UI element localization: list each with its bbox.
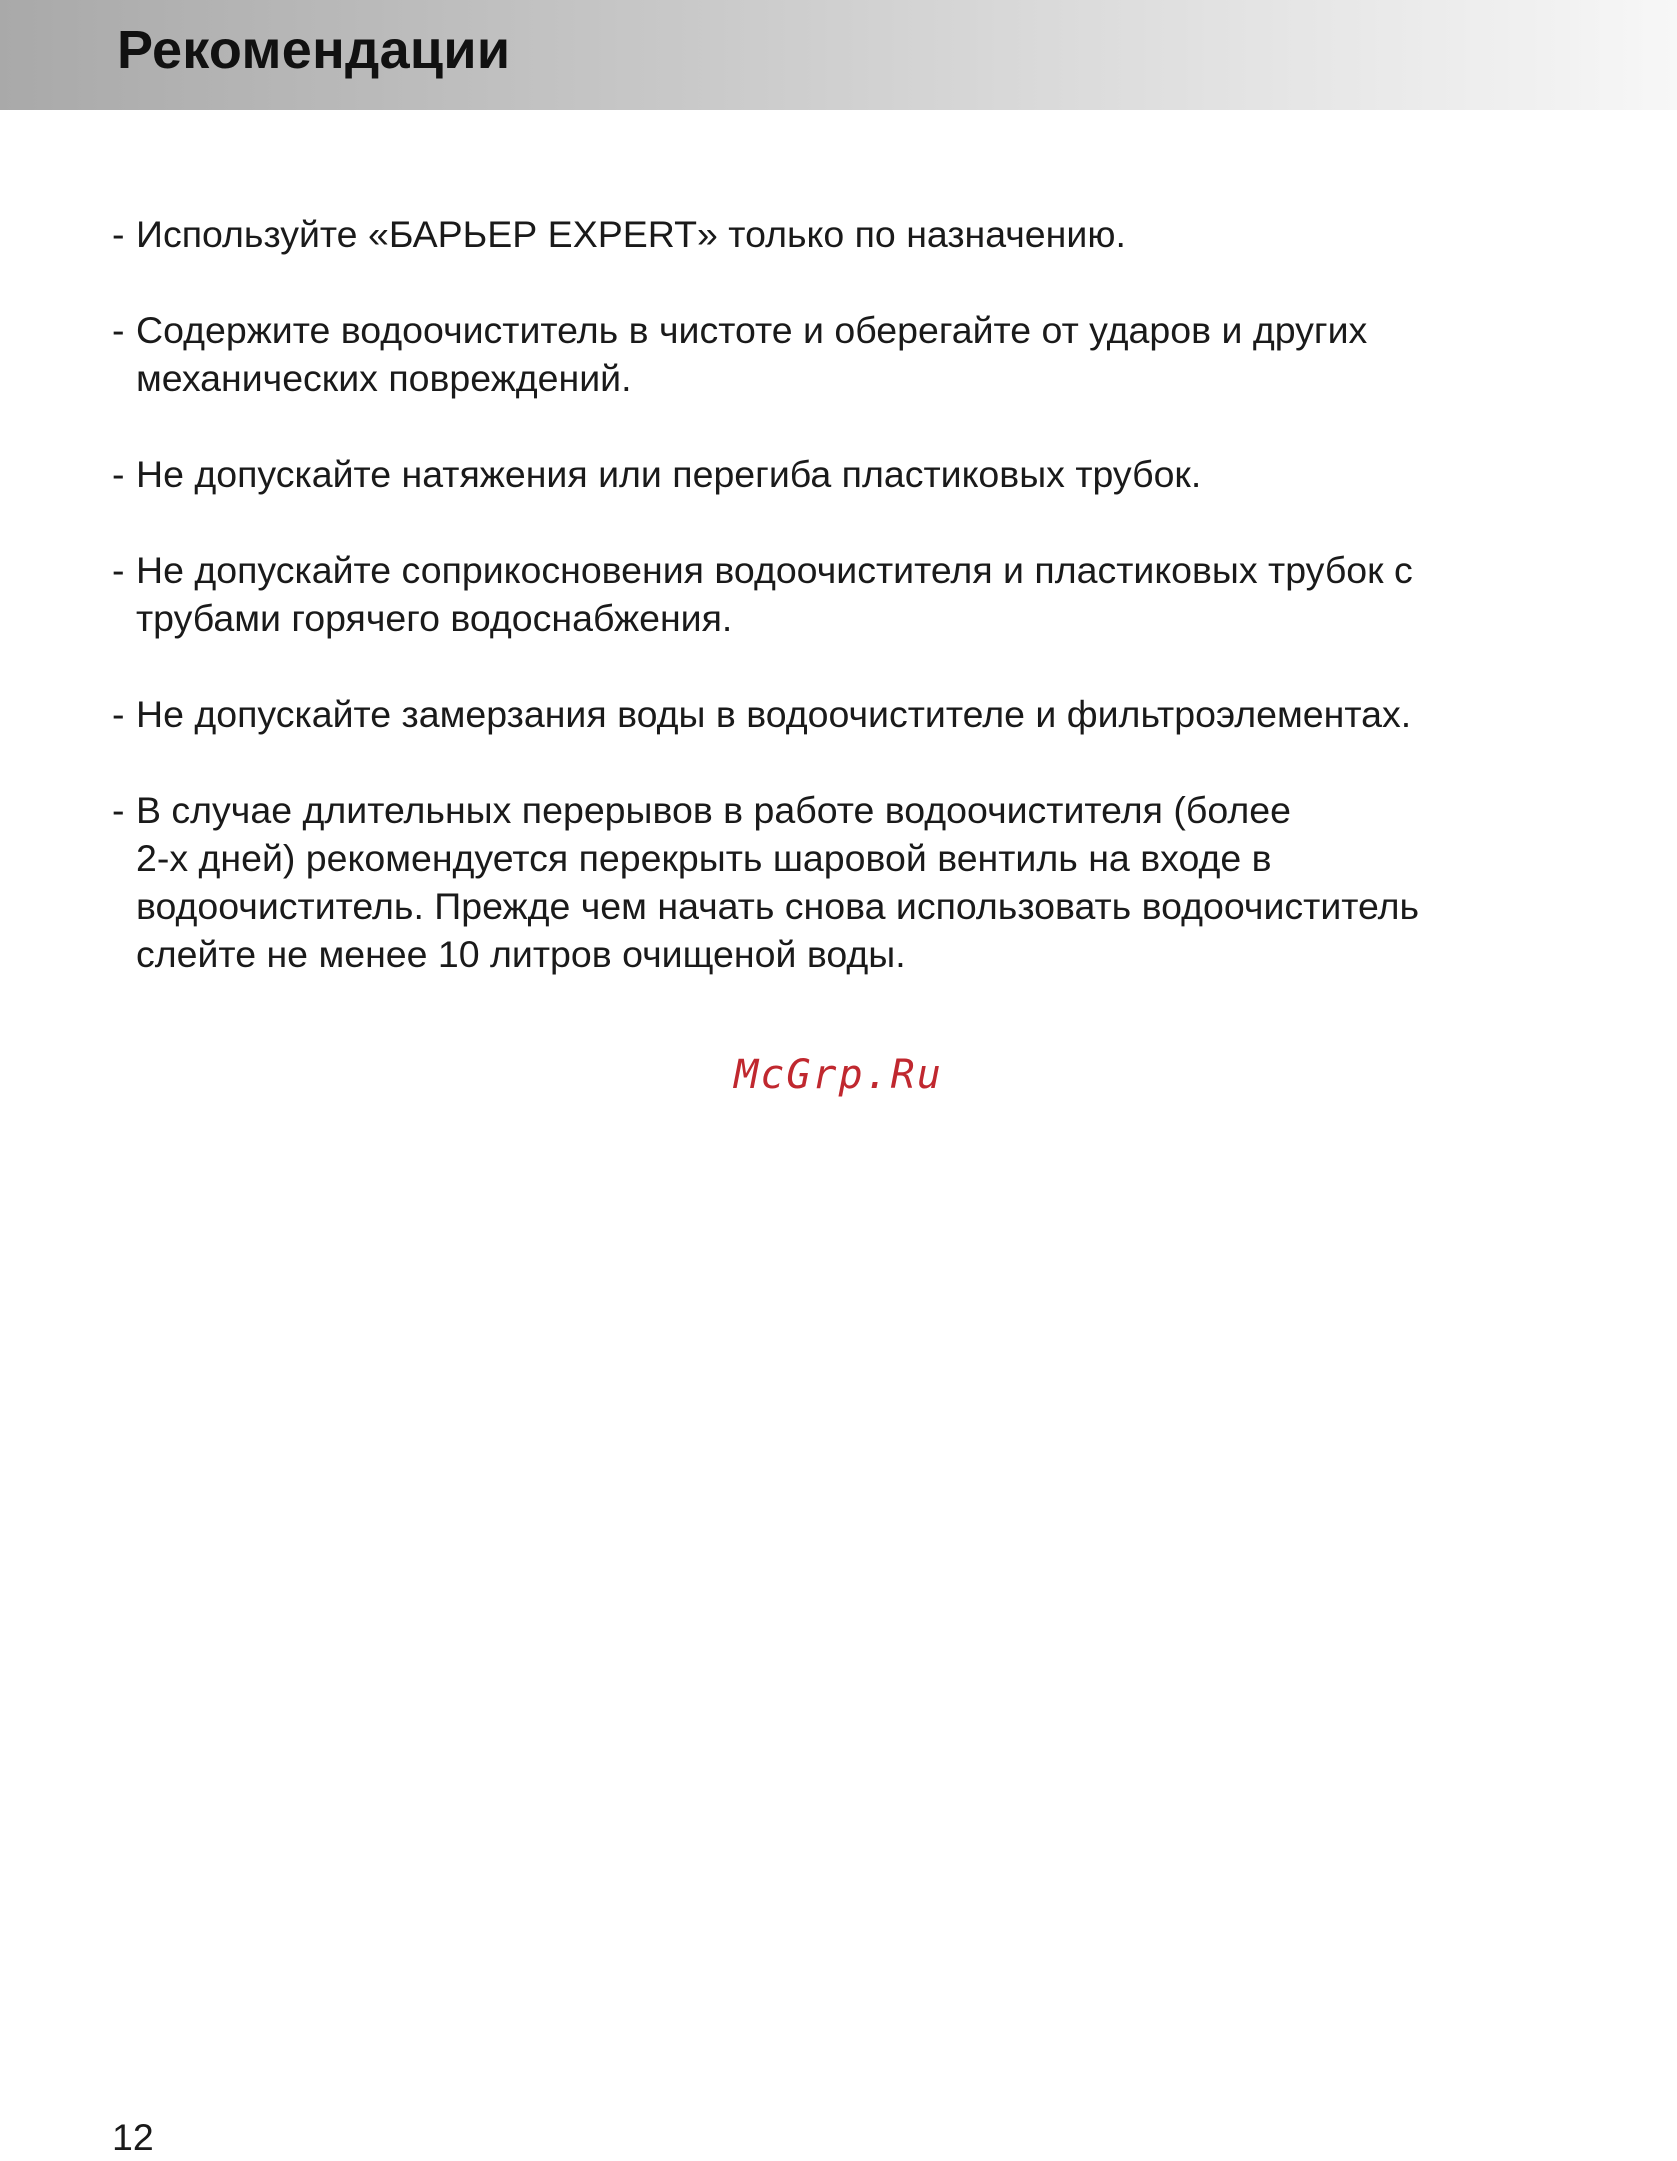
list-item (112, 450, 1552, 498)
recommendations-list (112, 210, 1552, 1026)
list-item-text: В случае длительных перерывов в работе водоочистителя (более 2-х дней) рекомендуется перекрыть шаровой вентиль на входе в водоочиститель. Прежде чем начать снова использовать водоочиститель слейте не менее 10 литров очищеной воды. (136, 789, 1420, 975)
list-item-text: Не допускайте замерзания воды в водоочистителе и фильтроэлементах. (136, 693, 1412, 735)
page-title: Рекомендации (117, 20, 511, 80)
header-band (0, 0, 1677, 110)
list-bullet: - (112, 213, 125, 255)
list-item-text: Содержите водоочиститель в чистоте и оберегайте от ударов и других механических повреждений. (136, 309, 1368, 399)
list-bullet: - (112, 309, 125, 351)
list-item (112, 210, 1552, 258)
list-bullet: - (112, 789, 125, 831)
list-item (112, 786, 1552, 978)
list-item-text: Используйте «БАРЬЕР EXPERT» только по назначению. (136, 213, 1126, 255)
list-item (112, 306, 1552, 402)
page-number: 12 (112, 2116, 154, 2158)
list-item-text: Не допускайте соприкосновения водоочистителя и пластиковых трубок с трубами горячего водоснабжения. (136, 549, 1413, 639)
list-item-text: Не допускайте натяжения или перегиба пластиковых трубок. (136, 453, 1202, 495)
list-bullet: - (112, 549, 125, 591)
watermark: McGrp.Ru (734, 1052, 943, 1098)
list-item (112, 546, 1552, 642)
list-bullet: - (112, 693, 125, 735)
list-bullet: - (112, 453, 125, 495)
list-item (112, 690, 1552, 738)
